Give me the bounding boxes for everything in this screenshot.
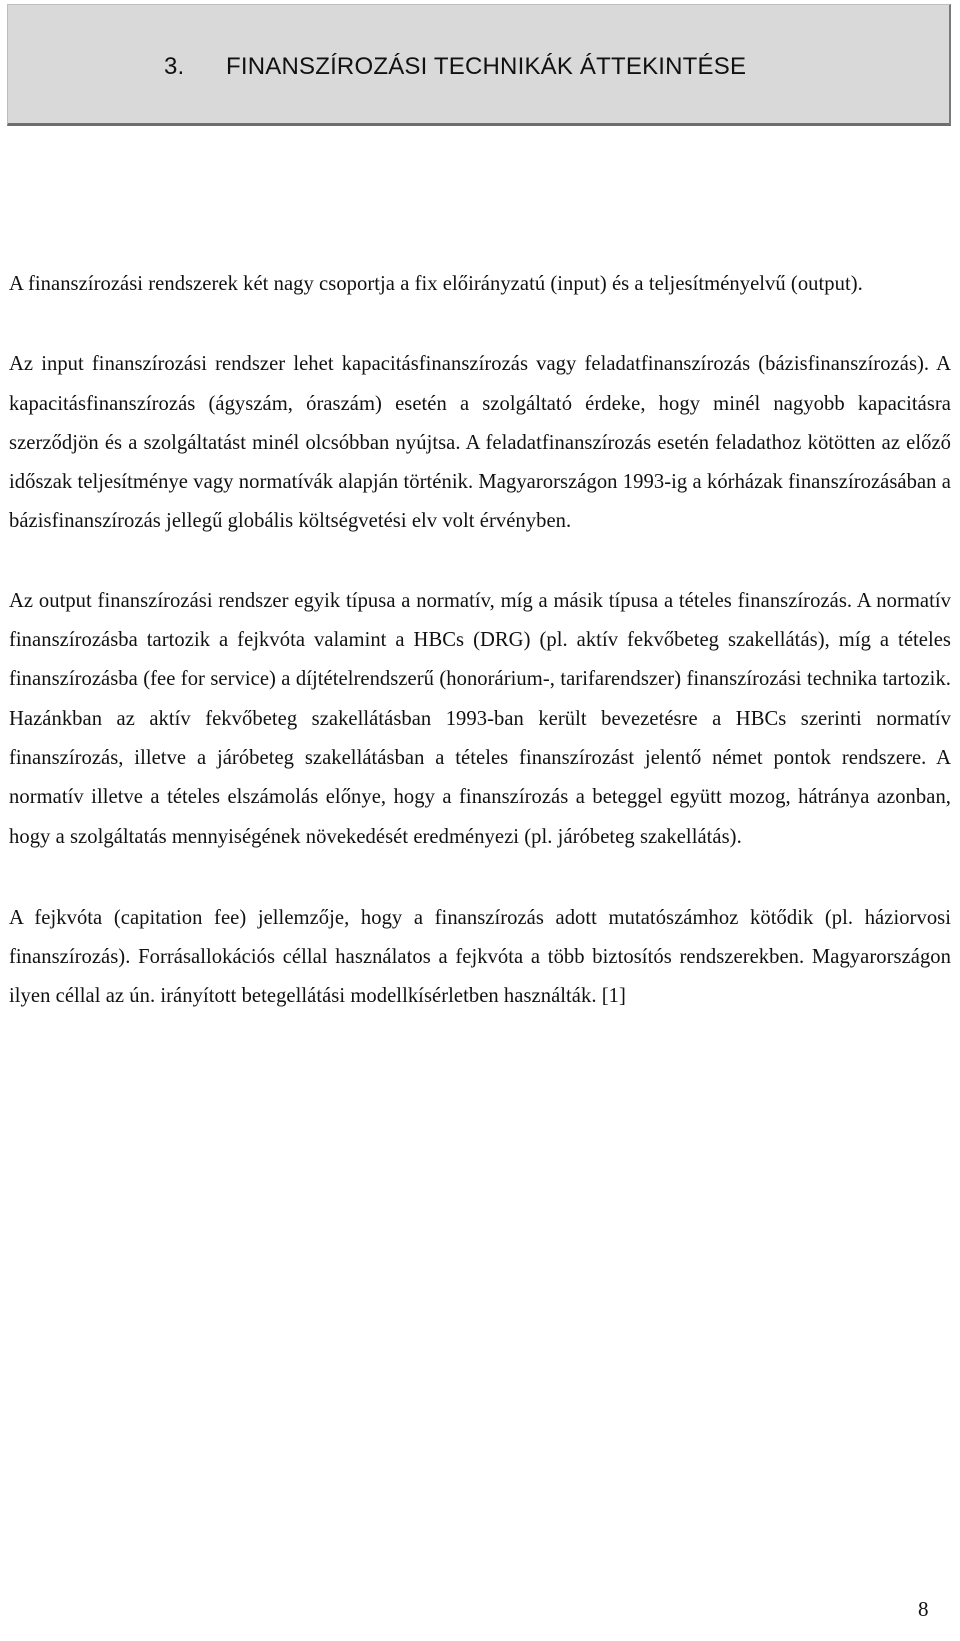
chapter-title: FINANSZÍROZÁSI TECHNIKÁK ÁTTEKINTÉSE (226, 53, 747, 80)
page-number: 8 (918, 1597, 929, 1621)
chapter-heading (164, 52, 746, 82)
paragraph-intro: A finanszírozási rendszerek két nagy csoportja a fix előirányzatú (input) és a teljesítményelvű (output). (9, 273, 863, 295)
body-text (9, 265, 951, 1017)
paragraph-output-financing: Az output finanszírozási rendszer egyik típusa a normatív, míg a másik típusa a tételes finanszírozás. A normatív finanszírozásba tartozik a fejkvóta valamint a HBCs (DRG) (pl. aktív fekvőbeteg szakellátás), míg a tételes finanszírozásba (fee for service) a díjtételrendszerű (honorárium-, tarifarendszer) finanszírozási technika tartozik. Hazánkban az aktív fekvőbeteg szakellátásban 1993-ban került bevezetésre a HBCs szerinti normatív finanszírozás, illetve a járóbeteg szakellátásban a tételes finanszírozást jelentő német pontok rendszere. A normatív illetve a tételes elszámolás előnye, hogy a finanszírozás a beteggel együtt mozog, hátránya azonban, hogy a szolgáltatás mennyiségének növekedését eredményezi (pl. járóbeteg szakellátás). (9, 589, 951, 848)
paragraph-capitation-fee: A fejkvóta (capitation fee) jellemzője, hogy a finanszírozás adott mutatószámhoz kötődik (pl. háziorvosi finanszírozás). Forrásallokációs céllal használatos a fejkvóta a több biztosítós rendszerekben. Magyarországon ilyen céllal az ún. irányított betegellátási modellkísérletben használták. [1] (9, 906, 951, 1008)
chapter-number: 3. (164, 53, 185, 80)
paragraph-input-financing: Az input finanszírozási rendszer lehet kapacitásfinanszírozás vagy feladatfinanszírozás (bázisfinanszírozás). A kapacitásfinanszírozás (ágyszám, óraszám) esetén a szolgáltató érdeke, hogy minél nagyobb kapacitásra szerződjön és a szolgáltatást minél olcsóbban nyújtsa. A feladatfinanszírozás esetén feladathoz kötötten az előző időszak teljesítménye vagy normatívák alapján történik. Magyarországon 1993-ig a kórházak finanszírozásában a bázisfinanszírozás jellegű globális költségvetési elv volt érvényben. (9, 353, 951, 533)
